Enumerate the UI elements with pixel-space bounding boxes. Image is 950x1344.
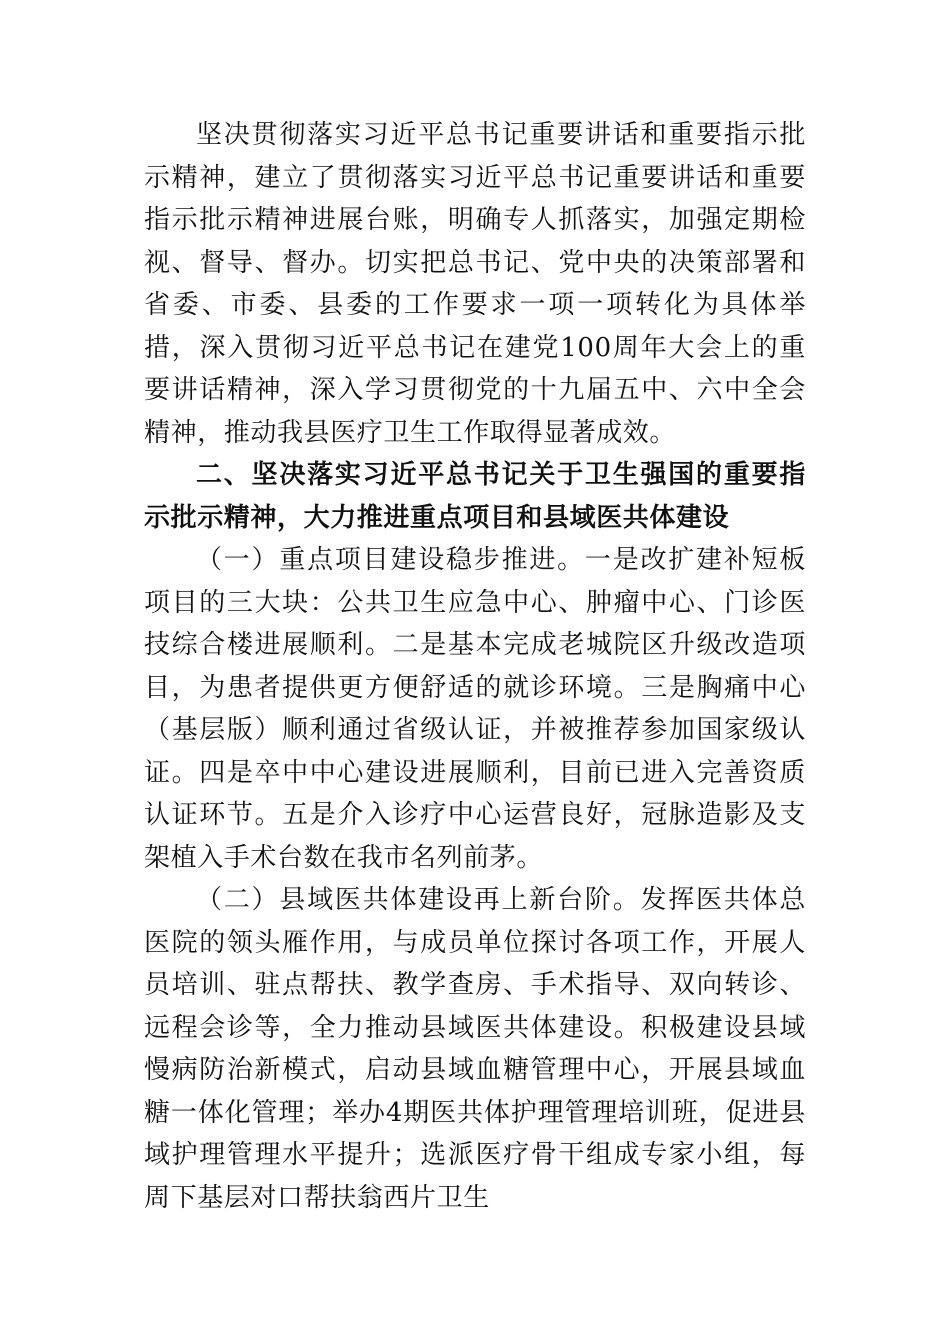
section-heading-two: 二、坚决落实习近平总书记关于卫生强国的重要指示批示精神，大力推进重点项目和县域医共体建设 [144,460,806,533]
paragraph-key-projects: （一）重点项目建设稳步推进。一是改扩建补短板项目的三大块：公共卫生应急中心、肿瘤中心、门诊医技综合楼进展顺利。二是基本完成老城院区升级改造项目，为患者提供更方便舒适的就诊环境。三是胸痛中心（基层版）顺利通过省级认证，并被推荐参加国家级认证。四是卒中中心建设进展顺利，目前已进入完善资质认证环节。五是介入诊疗中心运营良好，冠脉造影及支架植入手术台数在我市名列前茅。 [144,545,806,873]
paragraph-implementation: 坚决贯彻落实习近平总书记重要讲话和重要指示批示精神，建立了贯彻落实习近平总书记重要讲话和重要指示批示精神进展台账，明确专人抓落实，加强定期检视、督导、督办。切实把总书记、党中央的决策部署和省委、市委、县委的工作要求一项一项转化为具体举措，深入贯彻习近平总书记在建党100周年大会上的重要讲话精神，深入学习贯彻党的十九届五中、六中全会精神，推动我县医疗卫生工作取得显著成效。 [144,120,806,448]
document-body [144,114,806,1219]
paragraph-medical-community: （二）县域医共体建设再上新台阶。发挥医共体总医院的领头雁作用，与成员单位探讨各项工作，开展人员培训、驻点帮扶、教学查房、手术指导、双向转诊、远程会诊等，全力推动县域医共体建设。积极建设县域慢病防治新模式，启动县域血糖管理中心，开展县域血糖一体化管理；举办4期医共体护理管理培训班，促进县域护理管理水平提升；选派医疗骨干组成专家小组，每周下基层对口帮扶翁西片卫生 [144,885,806,1213]
